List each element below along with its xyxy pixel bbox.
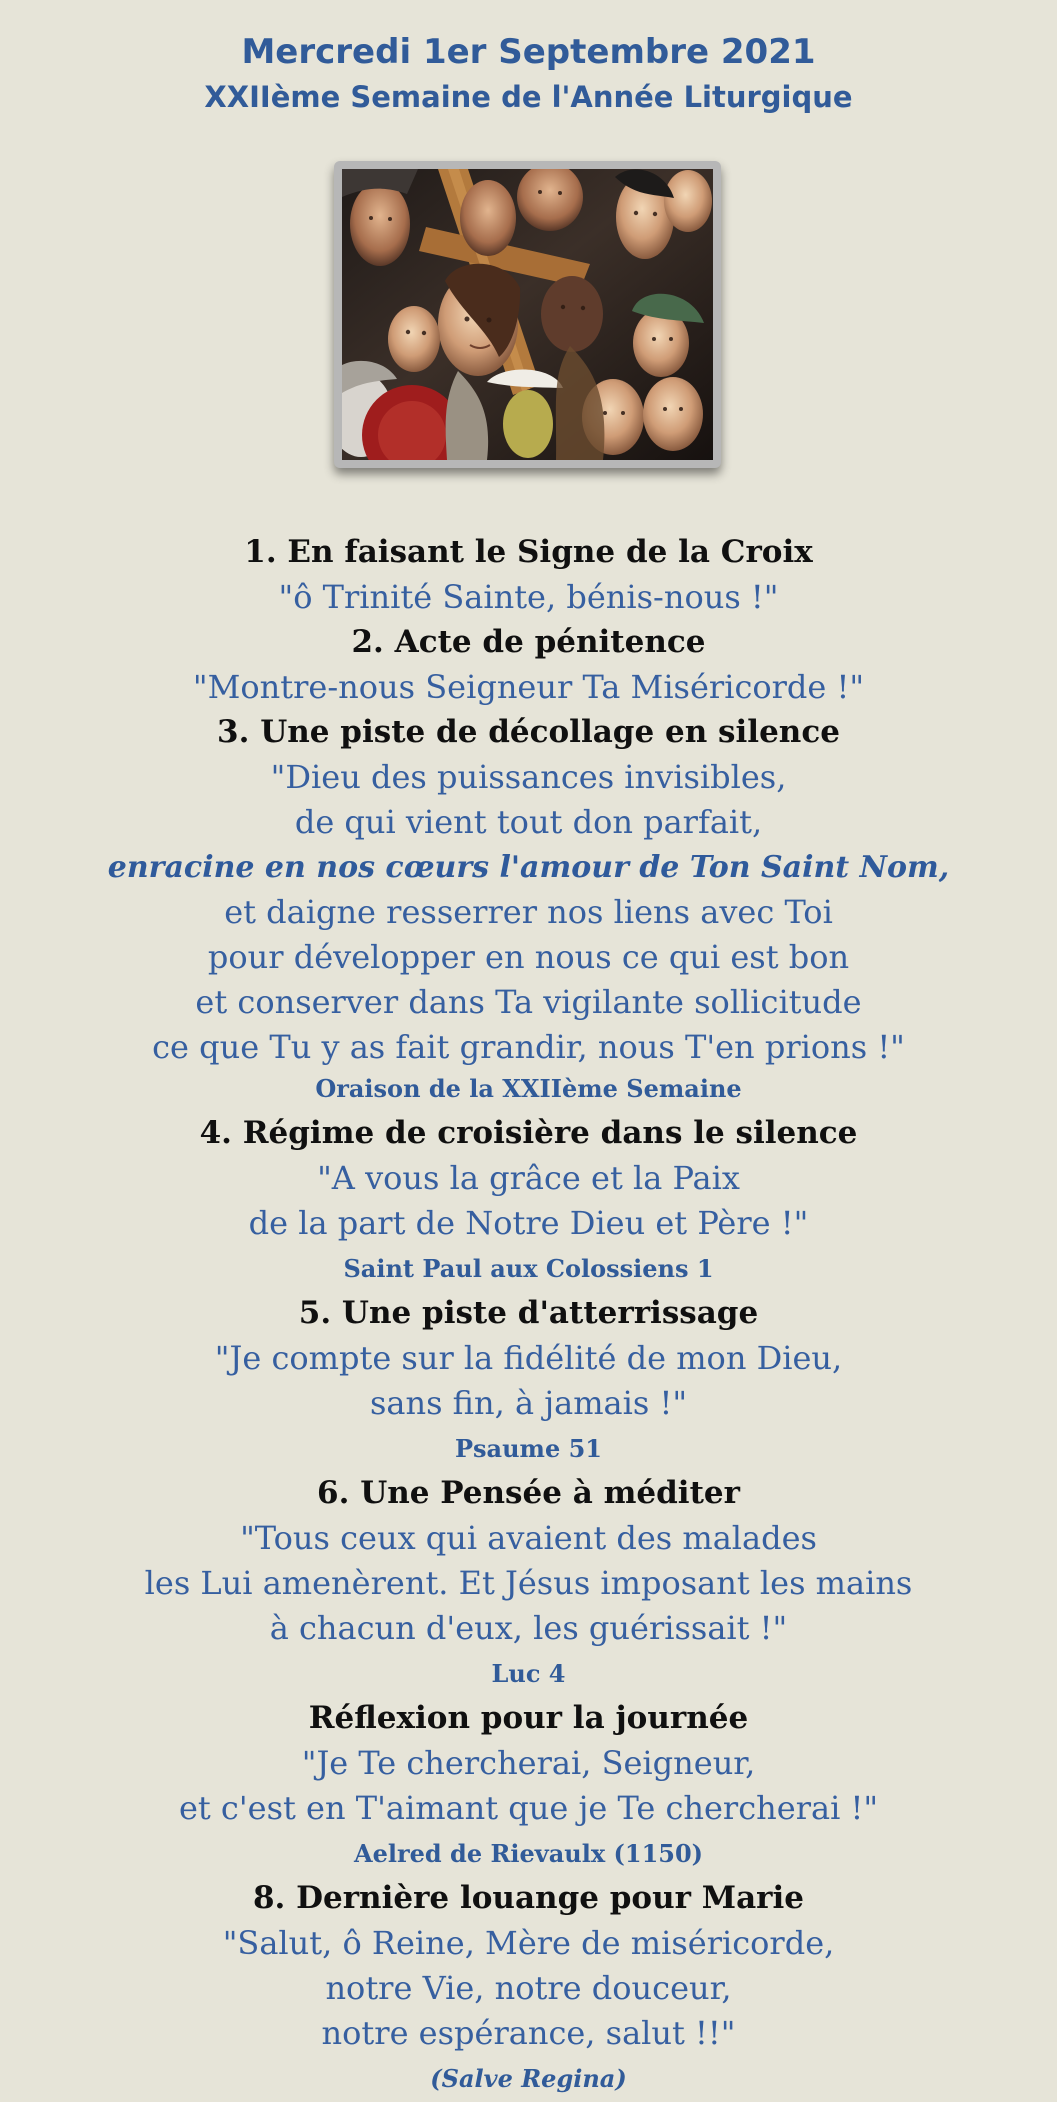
prayer-line: sans fin, à jamais !" [369,1384,688,1422]
section-source: Psaume 51 [455,1434,602,1463]
prayer-line: et c'est en T'aimant que je Te chercherai !" [178,1789,879,1827]
section-marian-praise [0,1876,1057,2101]
section-heading: Réflexion pour la journée [308,1700,749,1736]
section-penance [0,620,1057,710]
section-source: Saint Paul aux Colossiens 1 [343,1254,714,1283]
prayer-line: notre espérance, salut !!" [321,2014,736,2052]
section-quote: "Montre-nous Seigneur Ta Miséricorde !" [192,668,865,706]
prayer-line: "Dieu des puissances invisibles, [270,758,787,796]
section-heading: 4. Régime de croisière dans le silence [199,1115,858,1151]
prayer-line: et daigne resserrer nos liens avec Toi [224,893,833,931]
section-landing [0,1291,1057,1471]
prayer-line: "Salut, ô Reine, Mère de miséricorde, [222,1924,835,1962]
prayer-line: pour développer en nous ce qui est bon [207,938,850,976]
section-source: (Salve Regina) [430,2064,627,2093]
prayer-line: "Tous ceux qui avaient des malades [240,1519,817,1557]
section-heading: 3. Une piste de décollage en silence [217,714,840,750]
section-takeoff-silence [0,710,1057,1111]
painting-svg [342,169,713,460]
section-heading: 2. Acte de pénitence [351,624,706,660]
prayer-line: ce que Tu y as fait grandir, nous T'en prions !" [152,1028,905,1066]
section-quote: "ô Trinité Sainte, bénis-nous !" [278,578,779,616]
prayer-line: les Lui amenèrent. Et Jésus imposant les mains [144,1564,913,1602]
prayer-line: de la part de Notre Dieu et Père !" [248,1204,809,1242]
christ-carrying-cross-painting [342,169,713,460]
prayer-content [0,530,1057,2101]
section-heading: 6. Une Pensée à méditer [317,1475,740,1511]
painting-frame [334,161,721,468]
section-heading: 8. Dernière louange pour Marie [252,1880,805,1916]
liturgical-week: XXIIème Semaine de l'Année Liturgique [204,80,853,114]
prayer-line-emphasis: enracine en nos cœurs l'amour de Ton Saint Nom, [107,850,950,885]
prayer-line: "A vous la grâce et la Paix [317,1159,740,1197]
section-heading: 5. Une piste d'atterrissage [298,1295,759,1331]
prayer-line: à chacun d'eux, les guérissait !" [269,1609,788,1647]
prayer-line: "Je Te chercherai, Seigneur, [301,1744,756,1782]
prayer-line: notre Vie, notre douceur, [325,1969,732,2007]
section-cruise-silence [0,1111,1057,1291]
section-heading: 1. En faisant le Signe de la Croix [244,534,813,570]
page-date: Mercredi 1er Septembre 2021 [241,32,816,72]
section-sign-of-cross [0,530,1057,620]
section-source: Aelred de Rievaulx (1150) [353,1839,704,1868]
prayer-line: "Je compte sur la fidélité de mon Dieu, [214,1339,843,1377]
section-thought [0,1471,1057,1696]
section-reflection [0,1696,1057,1876]
section-source: Oraison de la XXIIème Semaine [315,1074,742,1103]
prayer-line: de qui vient tout don parfait, [294,803,763,841]
prayer-line: et conserver dans Ta vigilante sollicitude [195,983,862,1021]
section-source: Luc 4 [491,1659,566,1688]
